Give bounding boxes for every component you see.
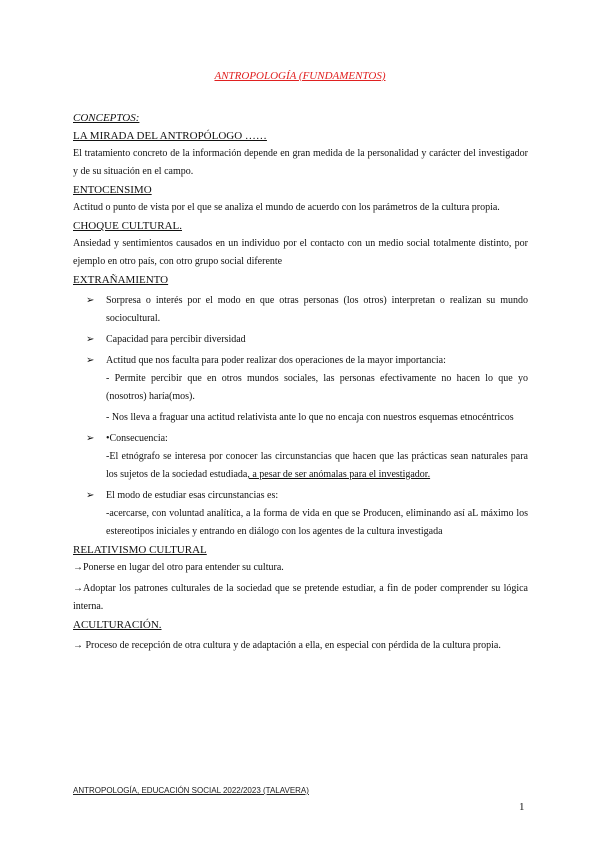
- paragraph-entocensimo: Actitud o punto de vista por el que se analiza el mundo de acuerdo con los parámetros de la cultura propia.: [73, 202, 500, 213]
- list-item: [73, 487, 528, 505]
- sub-item: - Nos lleva a fraguar una actitud relativista ante lo que no encaja con nuestros esquemas etnocéntricos: [106, 412, 514, 423]
- heading-conceptos: CONCEPTOS:: [73, 112, 140, 124]
- heading-relativismo: RELATIVISMO CULTURAL: [73, 544, 207, 556]
- heading-aculturacion: ACULTURACIÓN.: [73, 619, 162, 631]
- heading-extranamiento: EXTRAÑAMIENTO: [73, 274, 169, 286]
- paragraph-aculturacion: → Proceso de recepción de otra cultura y de adaptación a ella, en especial con pérdida de la cultura propia.: [73, 640, 501, 651]
- list-item-text: •Consecuencia:: [106, 433, 168, 444]
- heading-mirada: LA MIRADA DEL ANTROPÓLOGO ……: [73, 130, 267, 142]
- paragraph-mirada: El tratamiento concreto de la información depende en gran medida de la personalidad y carácter del investigador y de su situación en el campo.: [73, 148, 528, 177]
- list-item-text: Actitud que nos faculta para poder realizar dos operaciones de la mayor importancia:: [106, 355, 446, 366]
- arrow-bullet-icon: ➢: [86, 490, 95, 501]
- list-item: [73, 292, 528, 328]
- heading-entocensimo: ENTOCENSIMO: [73, 184, 152, 196]
- page-number: 1: [519, 801, 525, 813]
- page-footer: ANTROPOLOGÍA, EDUCACIÓN SOCIAL 2022/2023 (TALAVERA): [73, 786, 309, 795]
- document-body: [73, 109, 528, 655]
- sub-item-text-underlined: , a pesar de ser anómalas para el investigador.: [247, 469, 431, 480]
- arrow-bullet-icon: ➢: [86, 355, 95, 366]
- paragraph-relativismo-2: →Adoptar los patrones culturales de la sociedad que se pretende estudiar, a fin de poder comprender su lógica interna.: [73, 583, 528, 612]
- sub-item-text: -El etnógrafo se interesa por conocer las circunstancias que hacen que las prácticas sean naturales para los sujetos de la sociedad estudiada: [106, 451, 528, 480]
- list-item: [73, 352, 528, 370]
- paragraph-relativismo-1: →Ponerse en lugar del otro para entender su cultura.: [73, 562, 284, 573]
- list-item: [73, 331, 528, 349]
- arrow-bullet-icon: ➢: [86, 295, 95, 306]
- heading-choque-cultural: CHOQUE CULTURAL.: [73, 220, 182, 232]
- list-item-text: Capacidad para percibir diversidad: [106, 334, 246, 345]
- paragraph-choque-cultural: Ansiedad y sentimientos causados en un individuo por el contacto con un medio social totalmente distinto, por ejemplo en otro país, con otro grupo social diferente: [73, 238, 528, 267]
- arrow-bullet-icon: ➢: [86, 433, 95, 444]
- arrow-bullet-icon: ➢: [86, 334, 95, 345]
- document-title: ANTROPOLOGÍA (FUNDAMENTOS): [214, 70, 386, 82]
- list-item-text: El modo de estudiar esas circunstancias es:: [106, 490, 279, 501]
- sub-item: - Permite percibir que en otros mundos sociales, las personas efectivamente no hacen lo que yo (nosotros) haría(mos).: [106, 373, 528, 402]
- list-item: [73, 430, 528, 448]
- sub-item: -acercarse, con voluntad analítica, a la forma de vida en que se Producen, eliminando así aL máximo los estereotipos iniciales y entrando en diálogo con los agentes de la cultura investigada: [106, 508, 528, 537]
- sub-item: [73, 448, 528, 484]
- list-item-text: Sorpresa o interés por el modo en que otras personas (los otros) interpretan o realizan su mundo sociocultural.: [106, 295, 528, 324]
